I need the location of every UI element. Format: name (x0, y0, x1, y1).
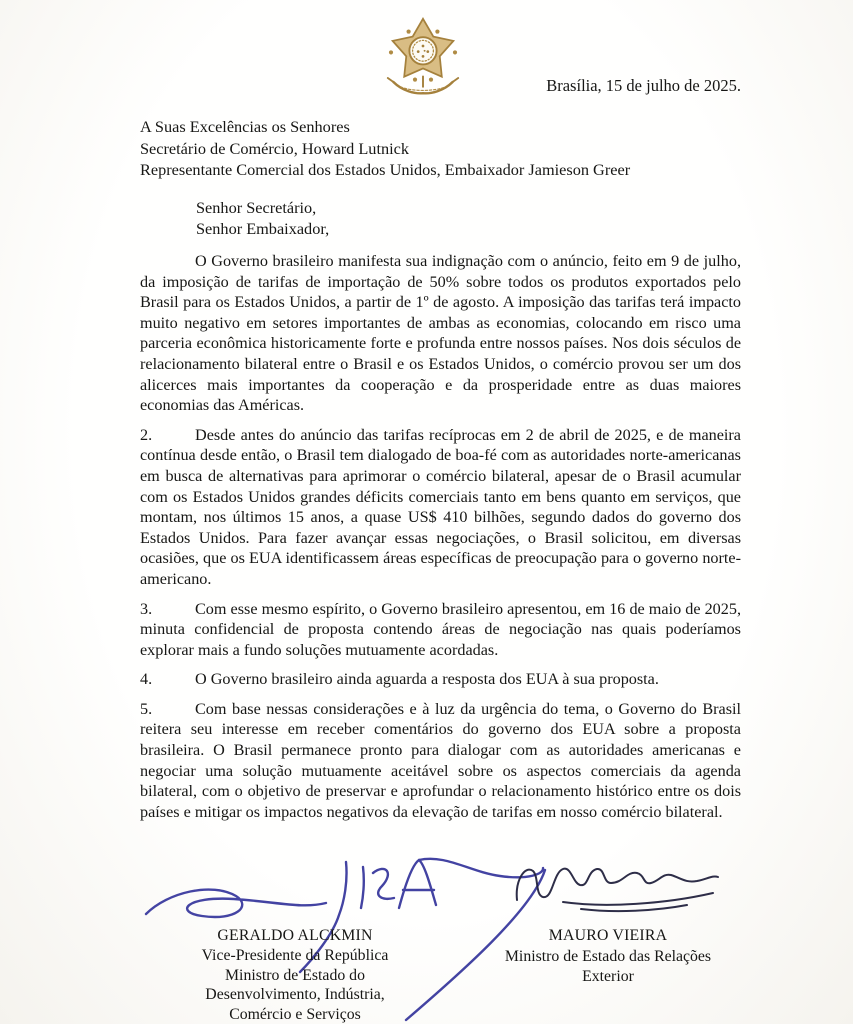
signature-ink-vieira (505, 855, 735, 915)
signatory-title-line: Exterior (582, 968, 634, 985)
paragraph-1-text: O Governo brasileiro manifesta sua indignação com o anúncio, feito em 9 de julho, da imposição de tarifas de importação de 50% sobre todos os produtos exportados pelo Brasil para os Estados Unidos, a partir de 1º de agosto. A imposição das tarifas terá impacto muito negativo em setores importantes de ambas as economias, colocando em risco uma parceria econômica historicamente forte e profunda entre nossos países. Nos dois séculos de relacionamento bilateral entre o Brasil e os Estados Unidos, o comércio provou ser um dos alicerces mais importantes da cooperação e da prosperidade entre as duas maiores economias das Américas. (140, 252, 741, 415)
signatory-name-vieira: MAURO VIEIRA (548, 927, 668, 944)
recipient-line-3: Representante Comercial dos Estados Unidos, Embaixador Jamieson Greer (140, 160, 631, 179)
signature-block-vieira (468, 926, 748, 988)
paragraph-2-text: Desde antes do anúncio das tarifas recíprocas em 2 de abril de 2025, e de maneira contínua desde então, o Brasil tem dialogado de boa-fé com as autoridades norte-americanas em busca de alternativas para aprimorar o comércio bilateral, apesar de o Brasil acumular com os Estados Unidos grandes déficits comerciais tanto em bens quanto em serviços, que montam, nos últimos 15 anos, a quase US$ 410 bilhões, segundo dados do governo dos Estados Unidos. Para fazer avançar essas negociações, o Brasil solicitou, em diversas ocasiões, que os EUA identificassem áreas específicas de preocupação para o governo norte-americano. (140, 425, 741, 588)
salutation-line-2: Senhor Embaixador, (196, 219, 330, 238)
paragraph-2-number: 2. (140, 425, 153, 444)
recipient-line-1: A Suas Excelências os Senhores (140, 117, 350, 136)
paragraph-1 (140, 251, 741, 416)
signatory-title-line: Vice-Presidente da República (201, 946, 389, 964)
signatory-title-line: Ministro de Estado das Relações (504, 947, 712, 965)
recipient-line-2: Secretário de Comércio, Howard Lutnick (140, 138, 409, 158)
paragraph-3-number: 3. (140, 599, 153, 618)
paragraph-3 (140, 599, 741, 661)
paragraph-5-text: Com base nessas considerações e à luz da urgência do tema, o Governo do Brasil reitera seu interesse em receber comentários do governo dos EUA sobre a proposta brasileira. O Brasil permanece pronto para dialogar com as autoridades americanas e negociar uma solução mutuamente aceitável sobre os aspectos comerciais da agenda bilateral, com o objetivo de preservar e aprofundar o relacionamento histórico entre os dois países e mitigar os impactos negativos da elevação de tarifas em nosso comércio bilateral. (140, 699, 741, 821)
salutation-line-1: Senhor Secretário, (196, 198, 317, 217)
salutation-block (196, 197, 329, 239)
paragraph-4 (140, 669, 741, 690)
paragraph-4-text: O Governo brasileiro ainda aguarda a resposta dos EUA à sua proposta. (195, 670, 659, 689)
signatory-title-line: Ministro de Estado do (225, 966, 365, 984)
paragraph-2 (140, 425, 741, 590)
paragraph-5-number: 5. (140, 699, 153, 718)
letter-body (140, 251, 741, 831)
recipient-block (140, 116, 630, 181)
paragraph-4-number: 4. (140, 670, 153, 689)
date-line: Brasília, 15 de julho de 2025. (546, 76, 741, 95)
paragraph-3-text: Com esse mesmo espírito, o Governo brasileiro apresentou, em 16 de maio de 2025, minuta confidencial de proposta contendo áreas de negociação nas quais poderíamos explorar mais a fundo soluções mutuamente acordadas. (140, 599, 741, 659)
signatory-title-line: Desenvolvimento, Indústria, (205, 986, 385, 1004)
signature-block-alckmin (140, 926, 450, 1024)
signatory-name-alckmin: GERALDO ALCKMIN (217, 927, 373, 944)
brazil-coat-of-arms-icon (383, 12, 463, 104)
signatory-title-line: Comércio e Serviços (229, 1006, 361, 1024)
paragraph-5 (140, 699, 741, 823)
